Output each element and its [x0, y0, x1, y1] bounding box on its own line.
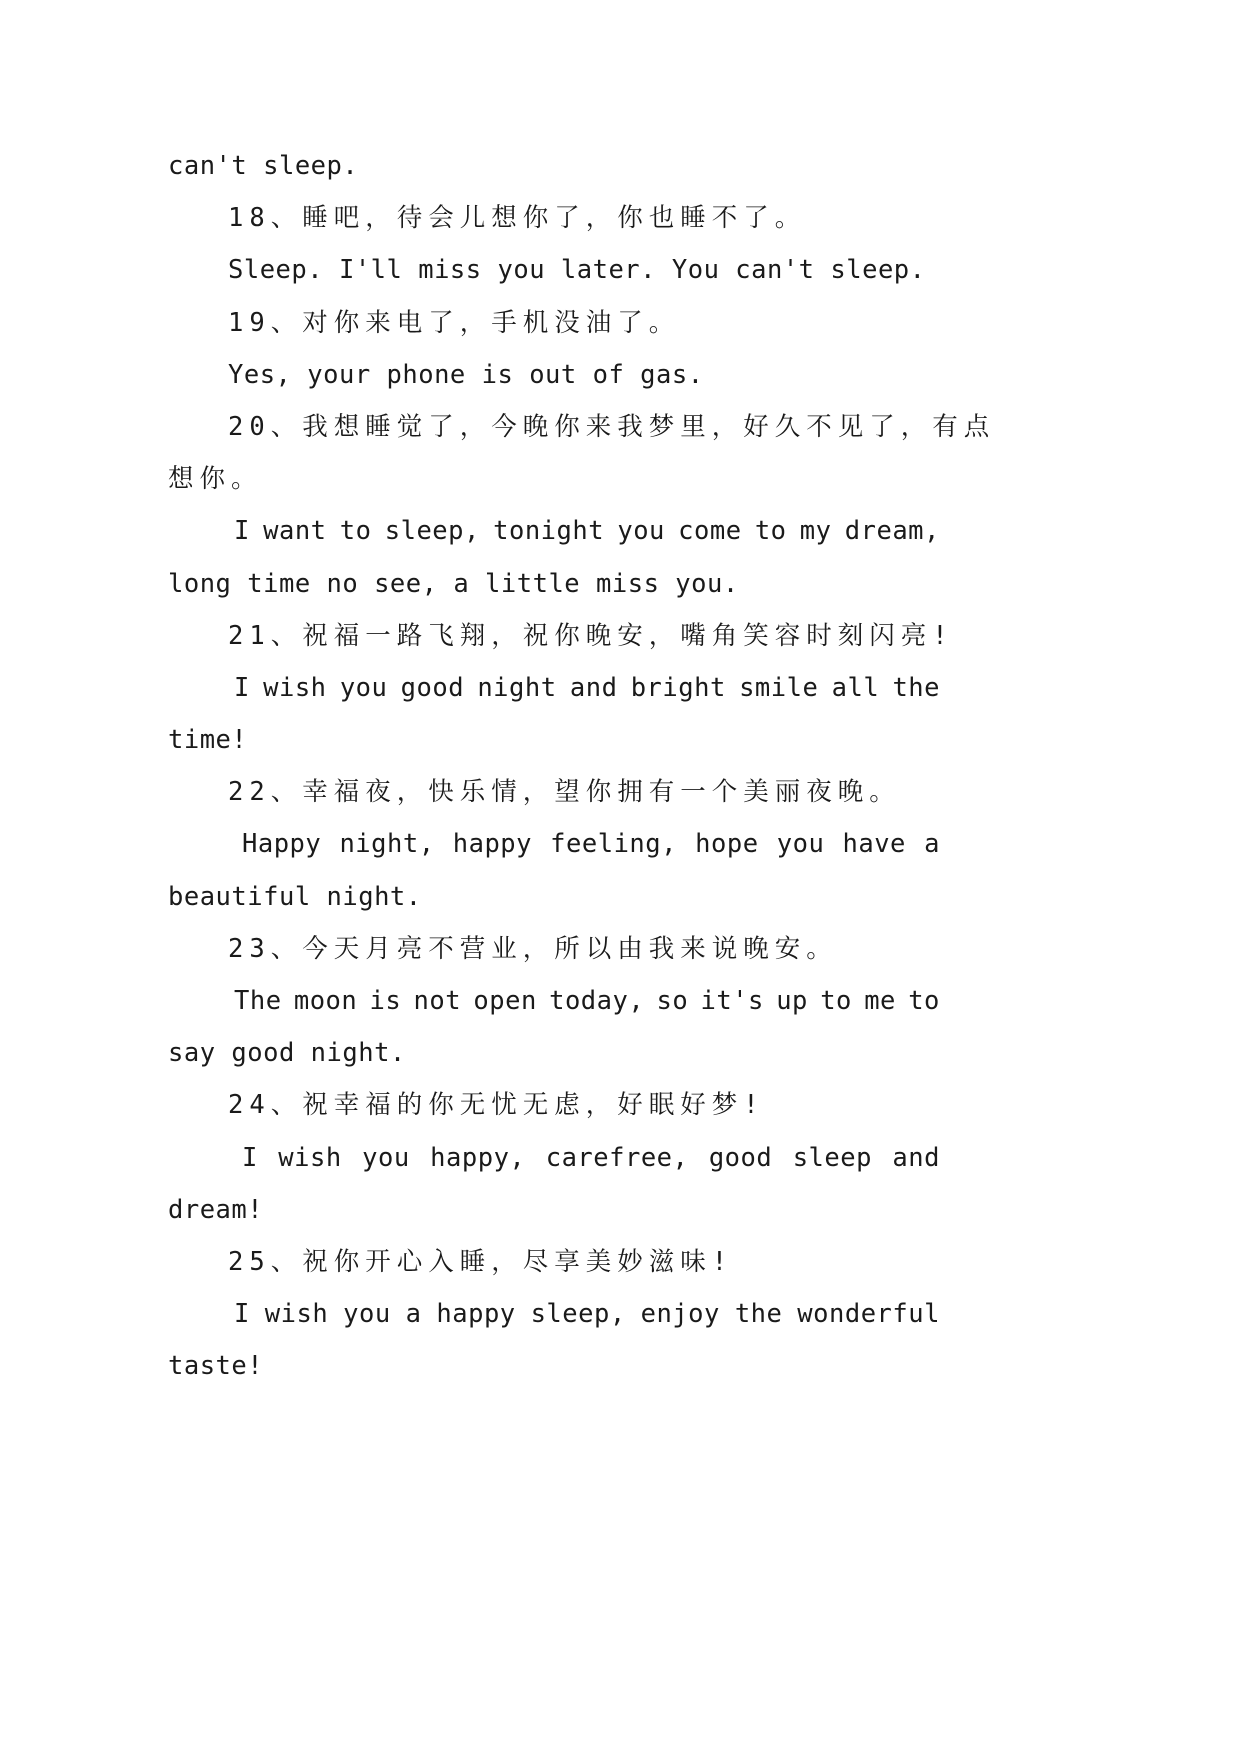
word: to [339, 516, 372, 547]
word: come [678, 516, 742, 547]
word: sleep, [530, 1299, 626, 1330]
word: have [842, 829, 906, 860]
text-line [168, 1288, 940, 1340]
word: is [369, 986, 402, 1016]
word: open [473, 986, 537, 1016]
word: wish [278, 1142, 342, 1173]
word: the [892, 672, 940, 703]
word: my [799, 516, 832, 547]
word: good [400, 672, 465, 703]
word: wish [264, 1299, 329, 1330]
text-line: 24、祝幸福的你无忧无虑，好眠好梦! [228, 1090, 765, 1121]
word: to [908, 986, 940, 1016]
word: it's [700, 986, 764, 1016]
word: wish [263, 672, 327, 703]
text-line [168, 975, 940, 1027]
word: you [362, 1142, 410, 1173]
word: to [820, 986, 852, 1016]
word: all [831, 672, 880, 703]
word: sleep [792, 1142, 872, 1173]
text-line: 想你。 [168, 464, 263, 495]
word: up [776, 986, 808, 1016]
text-line: time! [168, 725, 248, 756]
word: me [864, 986, 896, 1016]
word: wonderful [797, 1299, 940, 1330]
word: to [754, 516, 787, 547]
text-line [168, 662, 940, 714]
text-line: long time no see, a little miss you. [168, 568, 739, 599]
text-line: 23、今天月亮不营业，所以由我来说晚安。 [228, 933, 838, 964]
text-line: Yes, your phone is out of gas. [228, 359, 704, 390]
word: enjoy [640, 1299, 720, 1330]
text-line: 18、睡吧，待会儿想你了，你也睡不了。 [228, 203, 807, 234]
word: bright [630, 672, 726, 703]
text-line: 19、对你来电了，手机没油了。 [228, 307, 681, 338]
text-line [168, 505, 940, 557]
text-line: beautiful night. [168, 881, 422, 912]
word: you [776, 829, 825, 860]
text-line: taste! [168, 1351, 264, 1382]
document-page [168, 140, 996, 1393]
word: good [708, 1142, 773, 1173]
word: today, [549, 986, 645, 1016]
word: the [734, 1299, 783, 1330]
word: smile [739, 672, 819, 703]
text-line: can't sleep. [168, 151, 359, 181]
word: and [569, 672, 618, 703]
word: you [339, 672, 388, 703]
text-line: dream! [168, 1194, 264, 1225]
word: The [234, 986, 282, 1016]
word: dream, [844, 516, 940, 547]
word: I [242, 1142, 258, 1173]
word: I [234, 672, 250, 703]
word: happy [452, 829, 532, 860]
word: so [656, 986, 689, 1016]
word: carefree, [545, 1142, 689, 1173]
text-line: 21、祝福一路飞翔，祝你晚安，嘴角笑容时刻闪亮! [228, 620, 954, 651]
text-line: 25、祝你开心入睡，尽享美妙滋味! [228, 1246, 734, 1277]
text-line: 20、我想睡觉了，今晚你来我梦里，好久不见了，有点 [228, 411, 996, 442]
word: I [234, 1299, 250, 1330]
word: sleep, [384, 516, 480, 547]
word: a [924, 829, 940, 860]
text-line: Sleep. I'll miss you later. You can't sleep. [228, 255, 926, 286]
word: Happy [242, 829, 322, 860]
word: tonight [493, 516, 605, 547]
word: not [413, 986, 462, 1016]
text-line: 22、幸福夜，快乐情，望你拥有一个美丽夜晚。 [228, 777, 901, 808]
word: happy [436, 1299, 516, 1330]
word: and [892, 1142, 940, 1173]
text-line [168, 818, 940, 870]
word: feeling, [550, 829, 677, 860]
word: want [263, 516, 327, 547]
word: night [477, 672, 557, 703]
word: night, [339, 829, 435, 860]
text-line [168, 1132, 940, 1184]
text-line: say good night. [168, 1038, 406, 1069]
word: I [234, 516, 250, 547]
word: you [617, 516, 665, 547]
word: happy, [430, 1142, 526, 1173]
word: you [343, 1299, 391, 1330]
word: a [405, 1299, 422, 1330]
word: hope [695, 829, 759, 860]
word: moon [293, 986, 358, 1016]
